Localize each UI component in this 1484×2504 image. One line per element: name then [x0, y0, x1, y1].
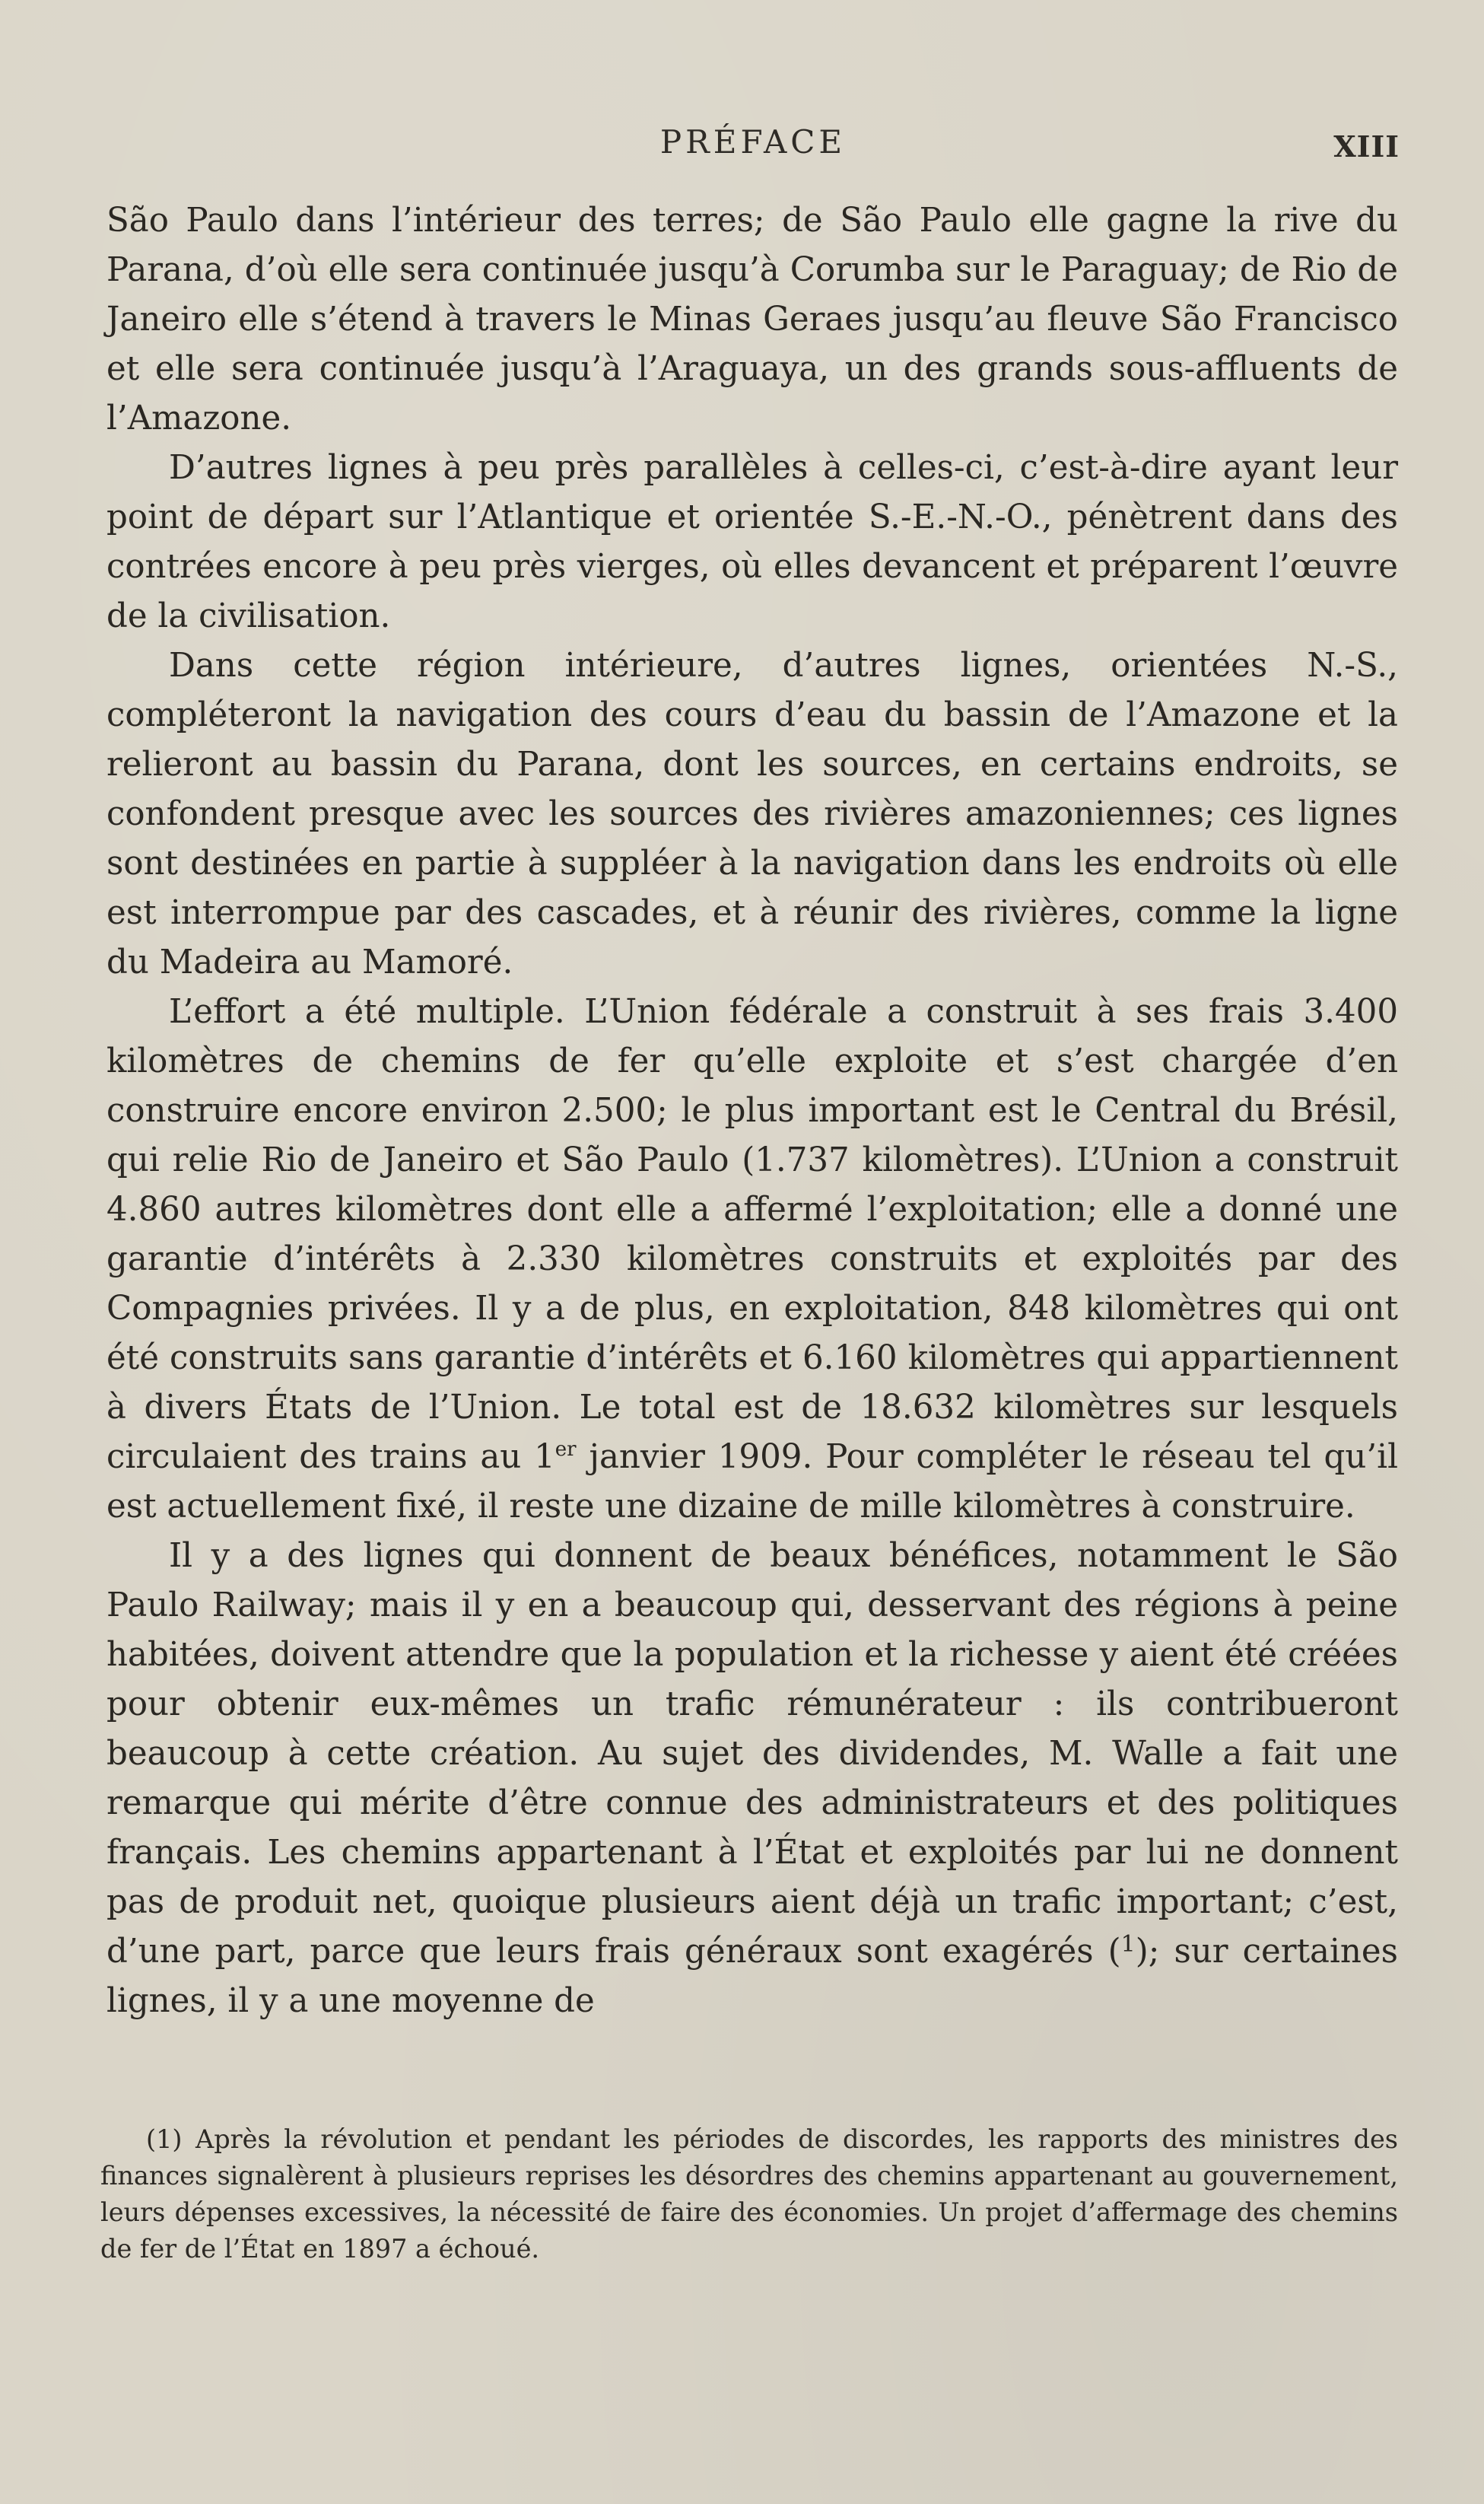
footnote-reference[interactable]: 1	[1120, 1931, 1136, 1958]
paragraph-4-text-a: L’effort a été multiple. L’Union fédérale a construit à ses frais 3.400 kilomètres de chemins de fer qu’elle exploite et s’est chargée d’en construire encore environ 2.500; le plus important est le Central du Brésil, qui relie Rio de Janeiro et São Paulo (1.737 kilomètres). L’Union a construit 4.860 autres kilomètres dont elle a affermé l’exploitation; elle a donné une garantie d’intérêts à 2.330 kilomètres construits et exploités par des Compagnies privées. Il y a de plus, en exploitation, 848 kilomètres qui ont été construits sans garantie d’intérêts et 6.160 kilomètres qui appartiennent à divers États de l’Union. Le total est de 18.632 kilomètres sur lesquels circulaient des trains au 1	[106, 993, 1398, 1476]
page-header	[106, 123, 1400, 169]
running-title: PRÉFACE	[659, 123, 847, 161]
page-number: XIII	[1333, 129, 1400, 164]
footnote-text: (1) Après la révolution et pendant les périodes de discordes, les rapports des ministres des finances signalèrent à plusieurs reprises les désordres des chemins appartenant au gouvernement, leurs dépenses excessives, la nécessité de faire des économies. Un projet d’affermage des chemins de fer de l’État en 1897 a échoué.	[100, 2124, 1398, 2264]
paragraph-1-text: São Paulo dans l’intérieur des terres; de São Paulo elle gagne la rive du Parana, d’où elle sera continuée jusqu’à Corumba sur le Paraguay; de Rio de Janeiro elle s’étend à travers le Minas Geraes jusqu’au fleuve São Francisco et elle sera continuée jusqu’à l’Araguaya, un des grands sous-affluents de l’Amazone.	[106, 202, 1398, 437]
ordinal-superscript: er	[555, 1438, 577, 1461]
paragraph-1	[106, 196, 1398, 444]
footnote	[100, 2121, 1398, 2267]
paragraph-5	[106, 1532, 1398, 2026]
paragraph-2-text: D’autres lignes à peu près parallèles à celles-ci, c’est-à-dire ayant leur point de départ sur l’Atlantique et orientée S.-E.-N.-O., pénètrent dans des contrées encore à peu près vierges, où elles devancent et préparent l’œuvre de la civilisation.	[106, 449, 1398, 635]
paragraph-4-text-b: janvier 1909. Pour compléter le réseau tel qu’il est actuellement fixé, il reste une dizaine de mille kilomètres à construire.	[106, 1438, 1398, 1526]
paragraph-2	[106, 444, 1398, 641]
paragraph-5-text-a: Il y a des lignes qui donnent de beaux bénéfices, notamment le São Paulo Railway; mais il y en a beaucoup qui, desservant des régions à peine habitées, doivent attendre que la population et la richesse y aient été créées pour obtenir eux-mêmes un trafic rémunérateur : ils contribueront beaucoup à cette création. Au sujet des dividendes, M. Walle a fait une remarque qui mérite d’être connue des administrateurs et des politiques français. Les chemins appartenant à l’État et exploités par lui ne donnent pas de produit net, quoique plusieurs aient déjà un trafic important; c’est, d’une part, parce que leurs frais généraux sont exagérés (	[106, 1537, 1398, 1971]
paragraph-3	[106, 641, 1398, 988]
body-text	[106, 196, 1398, 2026]
paragraph-3-text: Dans cette région intérieure, d’autres lignes, orientées N.-S., compléteront la navigation des cours d’eau du bassin de l’Amazone et la relieront au bassin du Parana, dont les sources, en certains endroits, se confondent presque avec les sources des rivières amazoniennes; ces lignes sont destinées en partie à suppléer à la navigation dans les endroits où elle est interrompue par des cascades, et à réunir des rivières, comme la ligne du Madeira au Mamoré.	[106, 647, 1398, 982]
paragraph-5-text-b: ); sur certaines lignes, il y a une moyenne de	[106, 1933, 1398, 2020]
paragraph-4	[106, 988, 1398, 1532]
